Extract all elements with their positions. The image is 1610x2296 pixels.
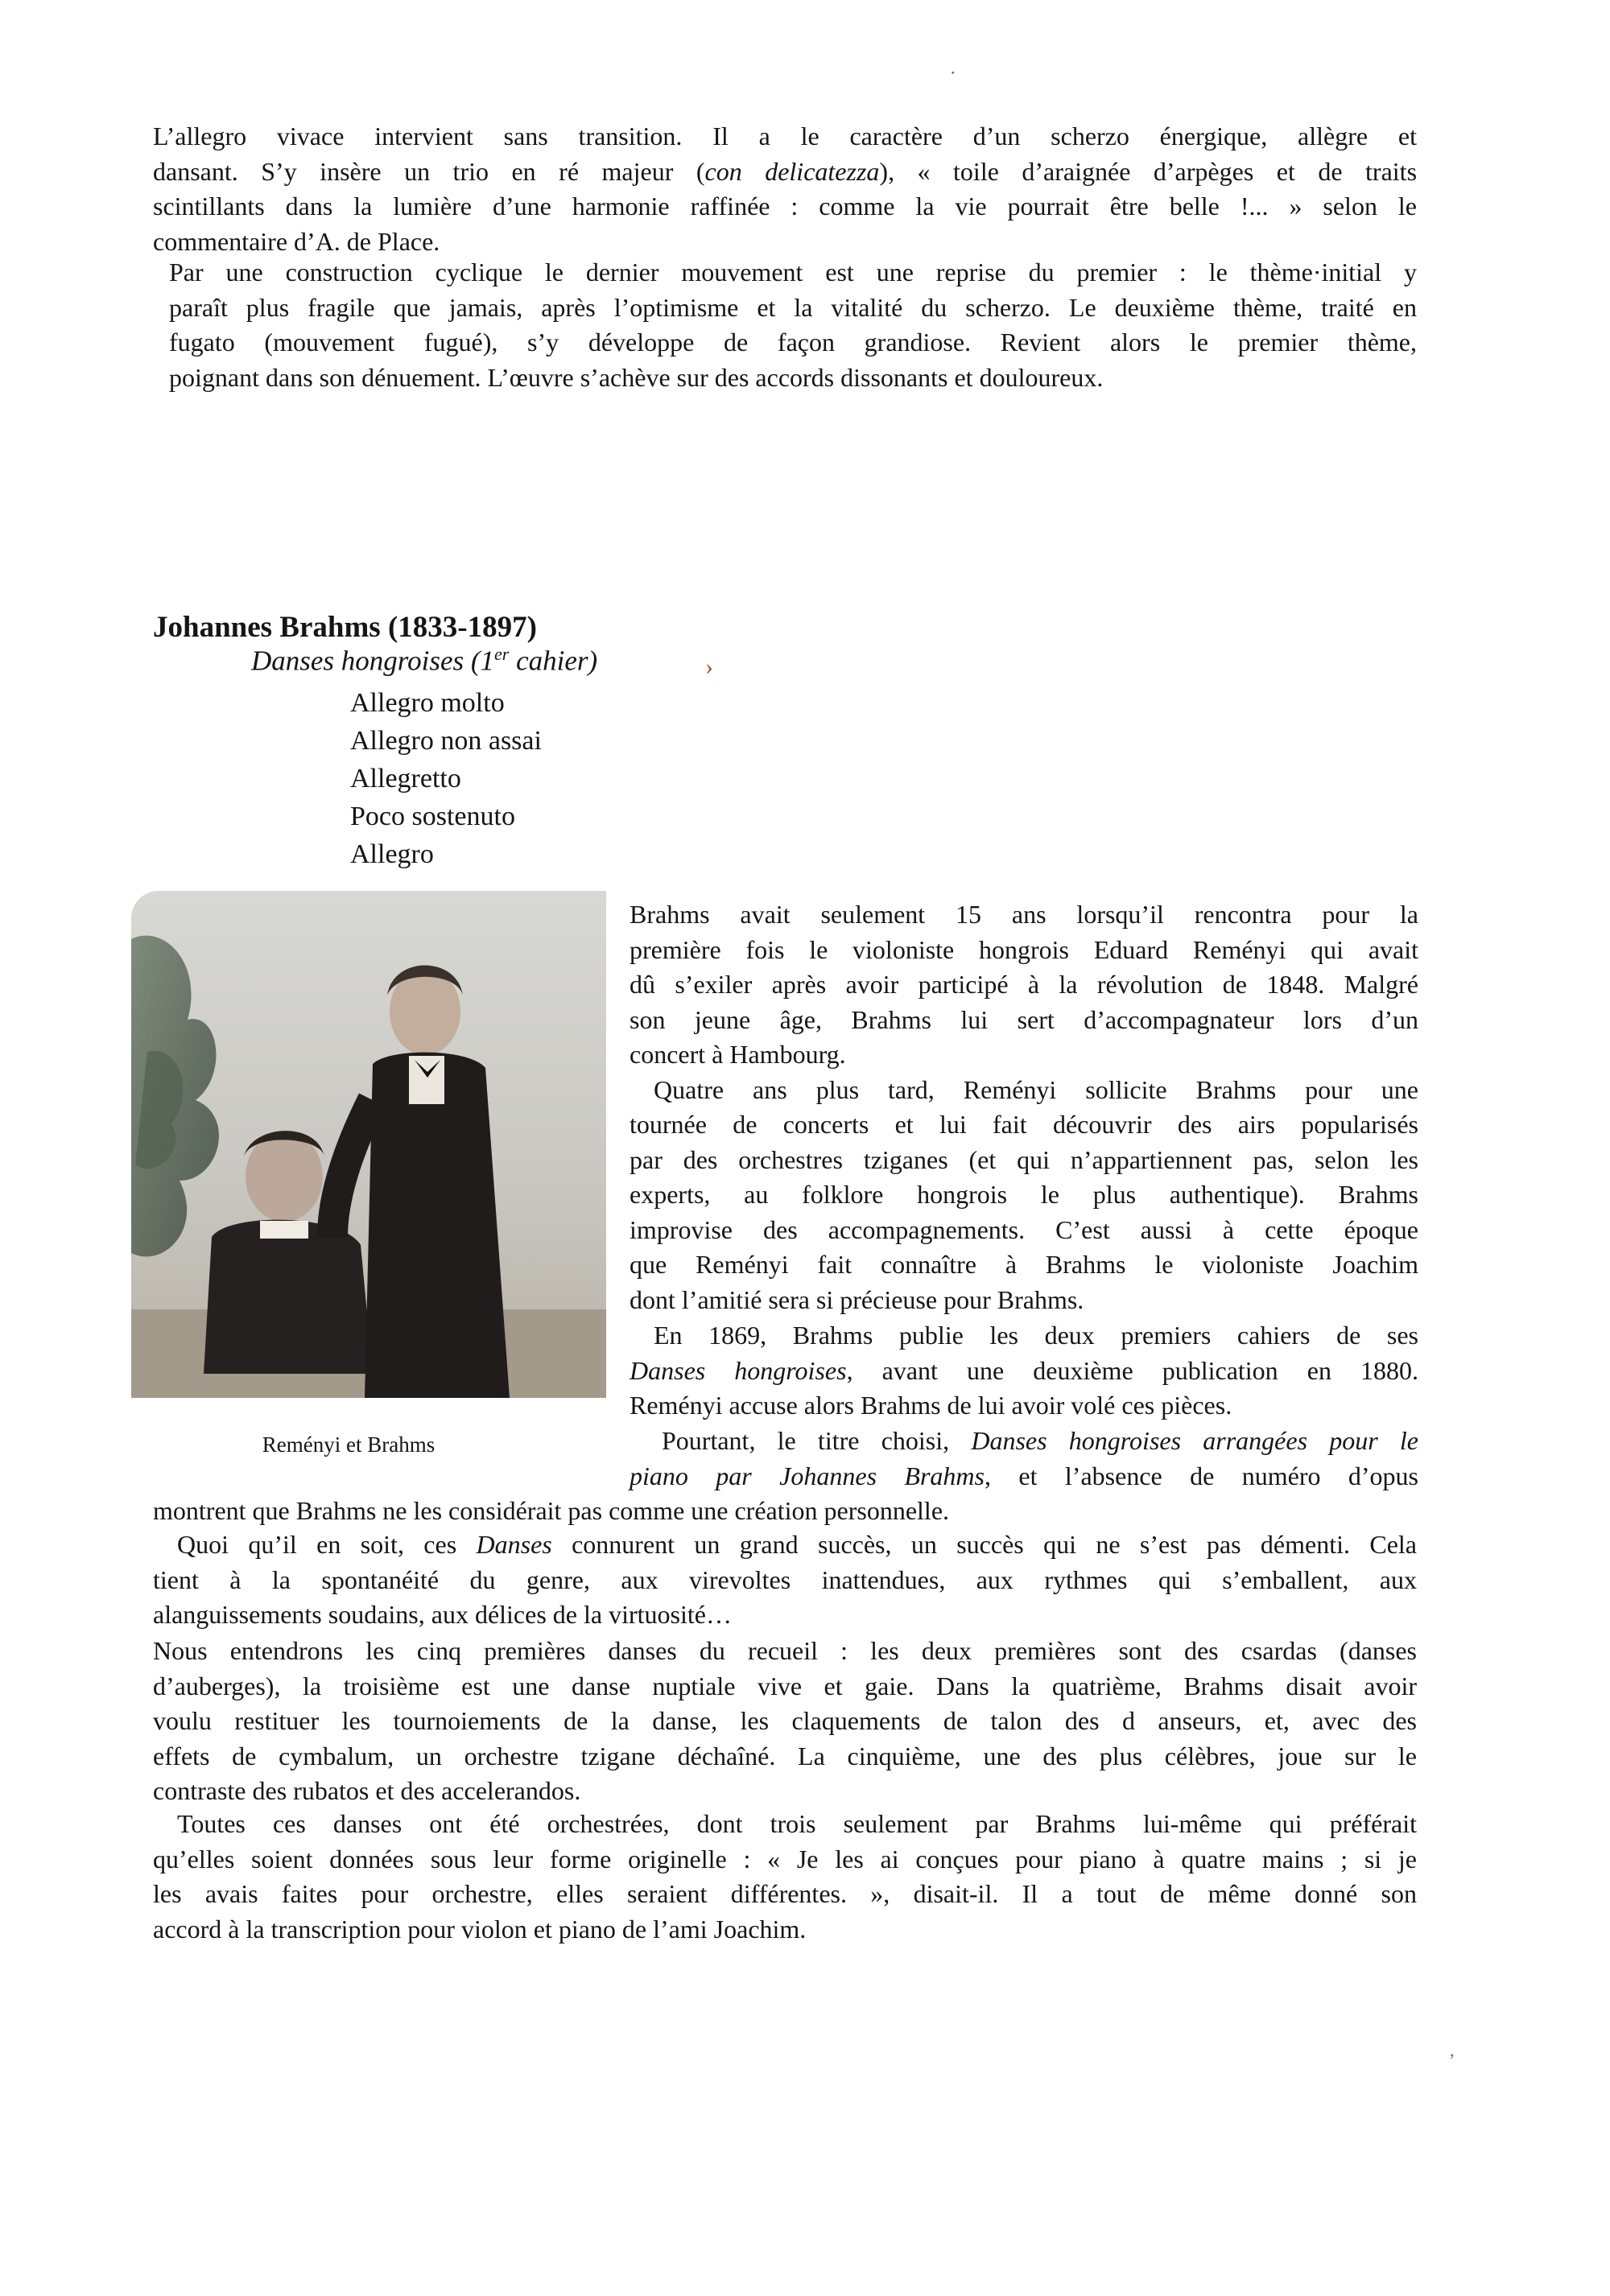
portrait-photo (131, 891, 606, 1398)
italic-span: con delicatezza (704, 156, 880, 186)
text-line: concert à Hambourg. (630, 1040, 846, 1069)
work-title-text: Danses hongroises (1 (251, 645, 495, 677)
portrait-illustration (131, 891, 606, 1398)
work-title (251, 644, 597, 678)
text-line (153, 1527, 1417, 1563)
text-line: dont l’amitié sera si précieuse pour Brahms. (630, 1284, 1084, 1314)
text-line: Nous entendrons les cinq premières danses du recueil : les deux premières sont des csardas (danses (153, 1636, 1417, 1665)
text-line: effets de cymbalum, un orchestre tzigane déchaîné. La cinquième, une des plus célèbres, joue sur le (153, 1741, 1417, 1770)
text-line: d’auberges), la troisième est une danse nuptiale vive et gaie. Dans la quatrième, Brahms disait avoir (153, 1671, 1417, 1700)
text-line: Brahms avait seulement 15 ans lorsqu’il rencontra pour la (630, 900, 1418, 929)
text-line: son jeune âge, Brahms lui sert d’accompagnateur lors d’un (630, 1004, 1418, 1034)
text-line: Par une construction cyclique le dernier mouvement est une reprise du premier : le thème·initial y (169, 258, 1417, 286)
text-line: alanguissements soudains, aux délices de la virtuosité… (153, 1600, 732, 1629)
text-span: connurent un grand succès, un succès qui ne s’est pas démenti. Cela (551, 1530, 1418, 1559)
paragraph-orchestration (153, 1807, 1417, 1947)
italic-span: Danses (476, 1530, 552, 1559)
text-span: Quoi qu’il en soit, ces (177, 1530, 477, 1559)
text-line: paraît plus fragile que jamais, après l’optimisme et la vitalité du scherzo. Le deuxième thème, traité en (169, 292, 1417, 322)
text-line (630, 1354, 1418, 1389)
text-span: , avant une deuxième publication en 1880. (846, 1355, 1419, 1385)
text-line: par des orchestres tziganes (et qui n’appartiennent pas, selon les (630, 1144, 1418, 1174)
italic-span: Danses hongroises (630, 1355, 847, 1385)
composer-heading: Johannes Brahms (1833-1897) (153, 611, 537, 644)
paragraph-title-choice (630, 1424, 1418, 1494)
text-span: dansant. S’y insère un trio en ré majeur ( (153, 156, 705, 186)
text-line (153, 155, 1417, 190)
text-span: , et l’absence de numéro d’opus (985, 1461, 1419, 1490)
stray-mark: ⋅ (950, 63, 956, 83)
text-line: dû s’exiler après avoir participé à la révolution de 1848. Malgré (630, 970, 1418, 999)
stray-mark: ‚ (1449, 2040, 1455, 2060)
paragraph-final-movement (153, 255, 1417, 395)
text-line: Reményi accuse alors Brahms de lui avoir volé ces pièces. (630, 1391, 1232, 1420)
italic-span: piano par Johannes Brahms (630, 1461, 985, 1490)
text-span: Pourtant, le titre choisi, (662, 1426, 972, 1455)
text-line: commentaire d’A. de Place. (153, 226, 440, 256)
text-line: experts, au folklore hongrois le plus authentique). Brahms (630, 1180, 1418, 1209)
text-line: tournée de concerts et lui fait découvrir des airs popularisés (630, 1110, 1418, 1139)
text-line (630, 1459, 1418, 1494)
text-line: En 1869, Brahms publie les deux premiers cahiers de ses (654, 1321, 1418, 1350)
paragraph-scherzo (153, 119, 1417, 259)
text-line: qu’elles soient données sous leur forme originelle : « Je les ai conçues pour piano à quatre mains ; si je (153, 1844, 1417, 1873)
text-line: accord à la transcription pour violon et piano de l’ami Joachim. (153, 1914, 807, 1944)
movement-item: Allegro molto (350, 688, 505, 718)
text-line: tient à la spontanéité du genre, aux virevoltes inattendues, aux rythmes qui s’emballent, aux (153, 1564, 1417, 1594)
text-span: ), « toile d’araignée d’arpèges et de traits (879, 156, 1418, 186)
text-line: Quatre ans plus tard, Reményi sollicite Brahms pour une (654, 1074, 1418, 1104)
text-line: poignant dans son dénuement. L’œuvre s’achève sur des accords dissonants et douloureux. (169, 362, 1104, 392)
text-line: première fois le violoniste hongrois Eduard Reményi qui avait (630, 934, 1418, 964)
text-line: scintillants dans la lumière d’une harmonie raffinée : comme la vie pourrait être belle !... » selon le (153, 192, 1417, 221)
photo-caption: Reményi et Brahms (262, 1432, 436, 1457)
text-line: que Reményi fait connaître à Brahms le violoniste Joachim (630, 1250, 1418, 1279)
text-line: L’allegro vivace intervient sans transition. Il a le caractère d’un scherzo énergique, allègre et (153, 122, 1417, 150)
movement-item: Allegro (350, 839, 434, 869)
movement-item: Allegro non assai (350, 726, 542, 756)
paragraph-meeting (630, 897, 1418, 1317)
text-line: montrent que Brahms ne les considérait pas comme une création personnelle. (153, 1496, 950, 1525)
text-line: voulu restituer les tournoiements de la danse, les claquements de talon des d anseurs, et, avec des (153, 1706, 1417, 1735)
text-line: les avais faites pour orchestre, elles seraient différentes. », disait-il. Il a tout de même donné son (153, 1879, 1417, 1908)
movement-list (350, 684, 542, 873)
text-line: Toutes ces danses ont été orchestrées, dont trois seulement par Brahms lui-même qui préférait (177, 1809, 1417, 1838)
paragraph-publication (630, 1318, 1418, 1424)
work-title-sup: er (494, 644, 510, 664)
text-line: fugato (mouvement fugué), s’y développe de façon grandiose. Revient alors le premier thème, (169, 328, 1417, 357)
paragraph-program (153, 1634, 1417, 1809)
text-line: improvise des accompagnements. C’est aussi à cette époque (630, 1214, 1418, 1244)
text-line: contraste des rubatos et des accelerandos. (153, 1776, 581, 1805)
text-line (630, 1424, 1418, 1459)
paragraph-opus (153, 1494, 1417, 1529)
movement-item: Allegretto (350, 764, 461, 794)
stray-mark: › (705, 653, 713, 680)
work-title-text: cahier) (509, 645, 598, 677)
movement-item: Poco sostenuto (350, 802, 515, 831)
paragraph-success (153, 1527, 1417, 1633)
italic-span: Danses hongroises arrangées pour le (971, 1426, 1419, 1455)
